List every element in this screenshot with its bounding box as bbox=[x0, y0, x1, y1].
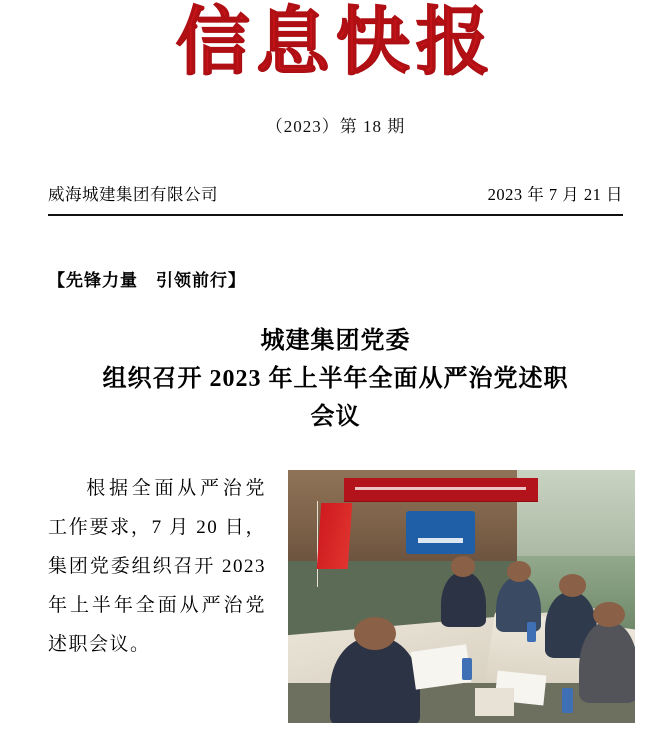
article-text-column bbox=[48, 470, 266, 665]
masthead-title: 信息快报 bbox=[175, 0, 496, 85]
photo-person-head-right-2 bbox=[593, 602, 624, 627]
photo-person-head-back-1 bbox=[451, 556, 475, 576]
photo-person-foreground bbox=[330, 637, 420, 723]
photo-person-right-2 bbox=[579, 622, 635, 703]
section-tag: 【先锋力量 引领前行】 bbox=[48, 270, 246, 290]
paragraph-text: 根据全面从严治党工作要求，7 月 20 日，集团党委组织召开 2023 年上半年全面从严治党述职会议。 bbox=[48, 478, 266, 656]
article-paragraph bbox=[48, 470, 266, 665]
article-body bbox=[48, 470, 635, 723]
photo-red-flag bbox=[317, 503, 353, 569]
masthead bbox=[0, 0, 671, 137]
photo-person-back-1 bbox=[441, 572, 486, 628]
publication-date: 2023 年 7 月 21 日 bbox=[487, 184, 623, 204]
publisher-name: 威海城建集团有限公司 bbox=[48, 184, 218, 204]
header-info-row bbox=[48, 181, 623, 216]
headline-line-2: 组织召开 2023 年上半年全面从严治党述职 bbox=[102, 365, 569, 392]
photo-person-head-right-1 bbox=[559, 574, 587, 597]
photo-company-logo bbox=[406, 511, 475, 554]
headline-line-1: 城建集团党委 bbox=[260, 327, 411, 354]
photo-water-bottle-3 bbox=[562, 688, 573, 713]
photo-water-bottle-1 bbox=[462, 658, 472, 681]
photo-water-bottle-2 bbox=[527, 622, 536, 642]
article-headline bbox=[44, 323, 627, 437]
meeting-photo bbox=[288, 470, 635, 723]
photo-tissue-box bbox=[475, 688, 513, 716]
headline-line-3: 会议 bbox=[310, 403, 361, 430]
issue-number: （2023）第 18 期 bbox=[265, 116, 406, 136]
photo-person-head-back-2 bbox=[507, 561, 531, 581]
photo-person-head-foreground bbox=[354, 617, 396, 650]
photo-red-banner bbox=[344, 478, 538, 501]
